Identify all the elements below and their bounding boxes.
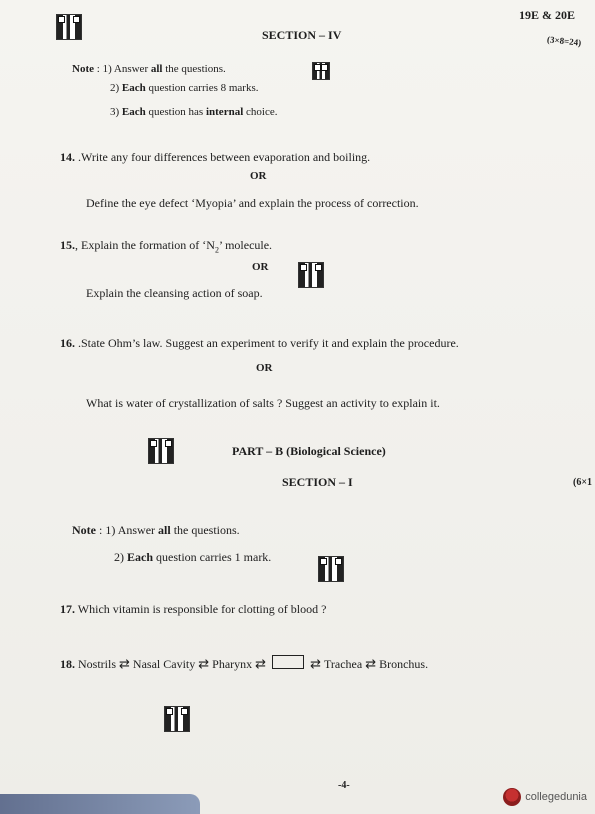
or-label: OR <box>250 170 267 182</box>
qr-code-icon <box>298 262 324 288</box>
question-16: 16. .State Ohm’s law. Suggest an experiment to verify it and explain the procedure. <box>60 336 459 350</box>
note-item-2: 2) Each question carries 8 marks. <box>110 82 259 94</box>
question-14: 14. .Write any four differences between evaporation and boiling. <box>60 150 371 164</box>
question-15-alt: Explain the cleansing action of soap. <box>86 286 263 300</box>
or-label: OR <box>256 362 273 374</box>
flow-step: Pharynx <box>212 657 253 671</box>
answer-blank-box[interactable] <box>272 655 304 669</box>
question-16-alt: What is water of crystallization of salts ? Suggest an activity to explain it. <box>86 396 440 410</box>
bottom-band <box>0 794 200 814</box>
flow-step: Nostrils <box>78 657 117 671</box>
or-label: OR <box>252 261 269 273</box>
reversible-arrow-icon: ⇄ <box>365 657 377 672</box>
qr-code-icon <box>164 706 190 732</box>
reversible-arrow-icon: ⇄ <box>255 657 267 672</box>
note-label: Note : 1) Answer all the questions. <box>72 63 226 75</box>
page-number: -4- <box>338 780 350 791</box>
note-item-3: 3) Each question has internal choice. <box>110 106 278 118</box>
question-14-alt: Define the eye defect ‘Myopia’ and explain the process of correction. <box>86 196 419 210</box>
reversible-arrow-icon: ⇄ <box>198 657 210 672</box>
section-title: SECTION – IV <box>262 28 342 42</box>
part-b-section: SECTION – I <box>282 475 353 489</box>
reversible-arrow-icon: ⇄ <box>119 657 130 672</box>
flow-step: Bronchus. <box>379 657 429 671</box>
flow-step: Trachea <box>323 657 363 671</box>
part-b-note: Note : 1) Answer all the questions. <box>72 523 240 537</box>
question-17: 17. Which vitamin is responsible for clotting of blood ? <box>60 602 327 616</box>
paper-code: 19E & 20E <box>518 8 575 22</box>
qr-code-icon <box>56 14 82 40</box>
logo-text: collegedunia <box>525 791 587 803</box>
qr-code-icon <box>148 438 174 464</box>
qr-code-icon <box>312 62 330 80</box>
reversible-arrow-icon: ⇄ <box>310 657 321 672</box>
part-b-note-item-2: 2) Each question carries 1 mark. <box>114 550 272 564</box>
watermark-logo <box>503 788 587 806</box>
question-15: 15., Explain the formation of ‘$N_2$’ molecule. <box>60 238 273 255</box>
logo-icon <box>503 788 521 806</box>
part-b-title: PART – B (Biological Science) <box>232 444 386 458</box>
part-b-marks-scheme: (6×1 <box>573 477 593 488</box>
marks-scheme: (3×8=24) <box>546 34 582 48</box>
qr-code-icon <box>318 556 344 582</box>
question-18: 18. Nostrils ⇄ Nasal Cavity ⇄ Pharynx ⇄ ⇄ Trachea ⇄ Bronchus. <box>60 657 429 672</box>
flow-step: Nasal Cavity <box>132 657 196 671</box>
